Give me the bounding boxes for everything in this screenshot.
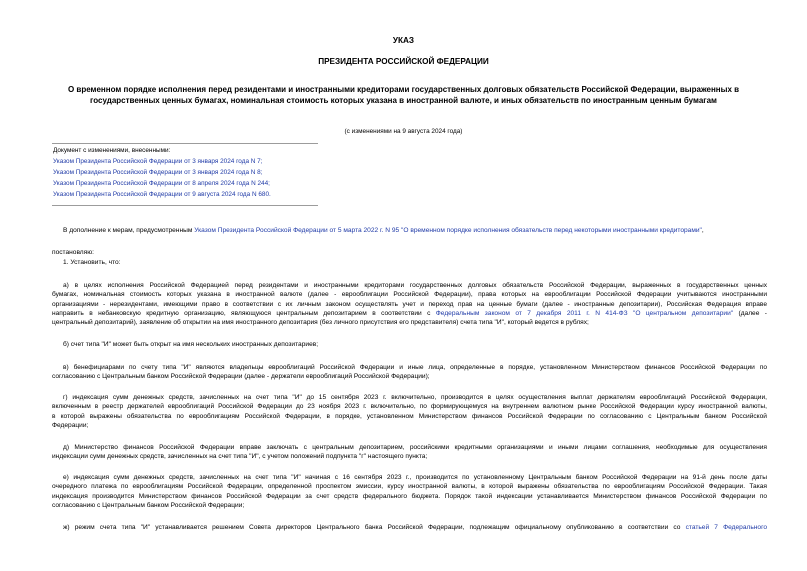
changes-block: [53, 145, 653, 200]
subitem-g: [52, 393, 767, 430]
subitem-e-line: е) индексация сумм денежных средств, зачисленных на счет типа "И" начиная с 16 сентября 2023 г., производится по установленному Центральным банком Российской Федерации на 91-й день после даты: [63, 474, 767, 481]
decree-95-link[interactable]: Указом Президента Российской Федерации от 5 марта 2022 г. N 95 "О временном порядке исполнения обязательств перед некоторыми иностранными кредиторами": [194, 227, 702, 234]
subitem-zh: [52, 523, 767, 532]
changes-link-1[interactable]: Указом Президента Российской Федерации от 3 января 2024 года N 7;: [53, 158, 263, 166]
revision-note: (с изменениями на 9 августа 2024 года): [344, 128, 463, 135]
subitem-a: [52, 281, 767, 328]
subitem-b: б) счет типа "И" может быть открыт на имя нескольких иностранных депозитариев;: [63, 341, 319, 348]
decree-title: УКАЗ: [392, 36, 415, 45]
subitem-v-line: в) бенефициарами по счету типа "И" являются владельцы еврооблигаций Российской Федерации и иные лица, определенные в порядке, установленном Министерством финансов Российской Федерации по: [63, 364, 767, 371]
subitem-g-line: в которой выражены обязательства по еврооблигациям Российской Федерации, в порядке, установленном Министерством финансов Российской Федерации по согласованию с Центральным банком Российской: [52, 412, 767, 420]
subitem-a-line: а) в целях исполнения Российской Федерацией перед резидентами и иностранными кредиторами государственных долговых обязательств Российской Федерации, выраженных в государственных ценных: [63, 282, 767, 289]
document-heading: О временном порядке исполнения перед резидентами и иностранными кредиторами государственных долговых обязательств Российской Федерации, выраженных в государственных ценных бумагах, номинальная стоимость которых указана в иностранной валюте, и иных обязательств по иностранным ценным бумагам: [67, 85, 740, 106]
subitem-a-line: бумагах, номинальная стоимость которых указана в иностранной валюте (далее - еврооблигации Российской Федерации), права которых на еврооблигации Российской Федерации учитываются иностранными: [52, 291, 767, 299]
subitem-e: [52, 473, 767, 510]
changes-bottom-divider: [52, 205, 318, 206]
intro-paragraph: [52, 226, 767, 235]
subitem-a-line: организациями - нерезидентами, имеющими право в соответствии с их личным законом осуществлять учет и переход прав на ценные бумаги (далее - иностранные депозитарии), Российская Федерация вправе: [52, 300, 767, 308]
subitem-d-line: д) Министерство финансов Российской Федерации вправе заключать с центральным депозитарием, российскими кредитными организациями и иными лицами соглашения, необходимые для осуществления: [63, 444, 767, 451]
subitem-e-line: согласованию с Центральным банком Российской Федерации;: [52, 502, 245, 510]
federal-law-article-7-link[interactable]: статьей 7 Федерального: [685, 524, 767, 531]
subitem-g-line: включенным в реестр держателей еврооблигаций Российской Федерации до 23 ноября 2023 г. включительно, по формирующемуся на внутреннем валютном рынке Российской Федерации курсу иностранной валюты,: [52, 403, 767, 411]
subitem-e-line: индексация производится Министерством финансов Российской Федерации за счет средств федерального бюджета. Порядок такой индексации устанавливается Министерством финансов Российской Федерации по: [52, 492, 767, 500]
item-1: 1. Установить, что:: [63, 259, 121, 266]
subitem-g-line: г) индексация сумм денежных средств, зачисленных на счет типа "И" до 15 сентября 2023 г. включительно, производится в целях осуществления выплат держателям еврооблигаций Российской Федерации,: [63, 394, 767, 401]
subitem-g-line: Федерации;: [52, 422, 89, 430]
law-414-link[interactable]: Федеральным законом от 7 декабря 2011 г. N 414-ФЗ "О центральном депозитарии": [435, 310, 734, 318]
subitem-d: [52, 443, 767, 462]
postanovlyayu-text: постановляю:: [52, 249, 95, 256]
intro-text: В дополнение к мерам, предусмотренным: [63, 227, 195, 234]
subitem-e-line: очередного платежа по еврооблигациям Российской Федерации, определенной проспектом эмиссии, курсу иностранной валюты, в которой выражены обязательства по еврооблигациям Российской Федерации. Такая: [52, 483, 767, 491]
changes-label: Документ с изменениями, внесенными:: [53, 147, 171, 154]
subitem-v-line: согласованию с Центральным банком Российской Федерации (далее - держатели еврооблигаций Российской Федерации);: [52, 373, 430, 381]
subitem-v: [52, 363, 767, 382]
intro-suffix: ,: [701, 227, 704, 234]
changes-link-2[interactable]: Указом Президента Российской Федерации от 3 января 2024 года N 8;: [53, 169, 263, 177]
subitem-d-line: индексации сумм денежных средств, зачисленных на счет типа "И", с учетом положений подпункта "г" настоящего пункта;: [52, 453, 428, 461]
subitem-a-line-4: направить в небанковскую кредитную организацию, являющуюся центральным депозитарием в соответствии с Федеральным законом от 7 декабря 2011 г. N 414-ФЗ "О центральном депозитарии" (далее -: [52, 310, 767, 318]
changes-link-4[interactable]: Указом Президента Российской Федерации от 9 августа 2024 года N 680.: [53, 191, 271, 199]
subitem-zh-line: ж) режим счета типа "И" устанавливается решением Совета директоров Центрального банка Российской Федерации, подлежащим официальному опубликованию в соответствии со статьей 7 Федерального: [63, 524, 767, 531]
changes-top-divider: [52, 143, 318, 144]
changes-link-3[interactable]: Указом Президента Российской Федерации от 8 апреля 2024 года N 244;: [53, 180, 270, 188]
subitem-a-line: центральный депозитарий), заявление об открытии на имя иностранного депозитария (без личного присутствия его представителя) счета типа "И", который ведется в рублях;: [52, 319, 589, 327]
issuer-title: ПРЕЗИДЕНТА РОССИЙСКОЙ ФЕДЕРАЦИИ: [318, 57, 489, 66]
